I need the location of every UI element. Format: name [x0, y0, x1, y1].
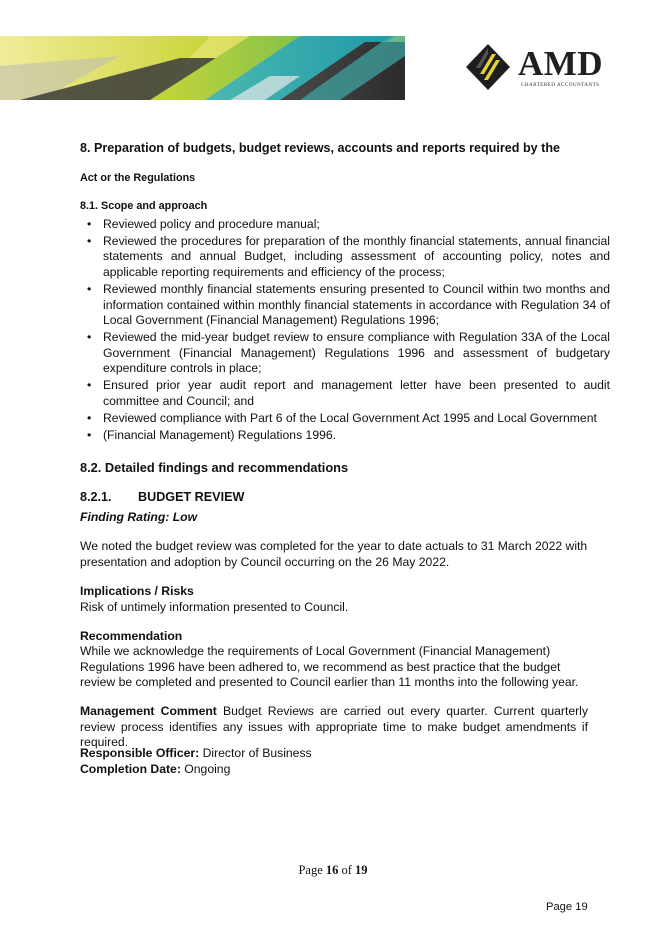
list-item: • Reviewed monthly financial statements ensuring presented to Council within two months and information contained within monthly financial statements in accordance with Regulation 34 of Local Government (Financial Management) Regulations 1996; — [87, 281, 610, 328]
section-heading-continued: Act or the Regulations — [80, 172, 196, 184]
completion-value: Ongoing — [180, 762, 231, 776]
management-text: Budget Reviews are carried out every quarter. Current quarterly review process identifies any issues with appropriate time to make budget amendments if required. — [80, 704, 588, 750]
logo-wordmark: AMD — [518, 44, 604, 83]
findings-heading: 8.2. Detailed findings and recommendations — [80, 460, 349, 475]
list-item: • (Financial Management) Regulations 1996. — [87, 427, 337, 442]
recommendation-text: While we acknowledge the requirements of Local Government (Financial Management) Regulations 1996 have been adhered to, we recommend as best practice that the budget review be completed and presented to Council earlier than 11 months into the following year. — [80, 644, 579, 690]
logo-tagline: CHARTERED ACCOUNTANTS — [521, 82, 600, 88]
list-item: • Reviewed the procedures for preparation of the monthly financial statements, annual financial statements and annual Budget, including assessment of accounting policy, notes and applicable reporting requirements and efficiency of the process; — [87, 233, 610, 280]
scope-heading: 8.1. Scope and approach — [80, 200, 208, 212]
amd-logo-icon — [466, 44, 510, 90]
finding-title-text: BUDGET REVIEW — [138, 490, 245, 504]
list-item: • Reviewed policy and procedure manual; — [87, 217, 320, 231]
list-item: • Reviewed the mid-year budget review to ensure compliance with Regulation 33A of the Local Government (Financial Management) Regulations 1996 and assessment of budgetary expenditure controls in place; — [87, 330, 610, 376]
banner-graphic — [0, 36, 405, 100]
header-banner — [0, 36, 405, 100]
completion-label: Completion Date: — [80, 762, 181, 776]
finding-text: We noted the budget review was completed for the year to date actuals to 31 March 2022 with presentation and adoption by Council occurring on the 26 May 2022. — [80, 539, 588, 569]
page-number: Page 16 of 19 — [298, 863, 368, 877]
officer-value: Director of Business — [199, 746, 312, 760]
implications-heading: Implications / Risks — [80, 584, 194, 598]
recommendation-heading: Recommendation — [80, 629, 183, 643]
management-comment — [80, 704, 588, 751]
implications-text: Risk of untimely information presented to Council. — [80, 600, 349, 614]
finding-rating: Finding Rating: Low — [80, 510, 198, 524]
completion-date — [80, 762, 590, 778]
finding-title — [80, 490, 590, 506]
scope-list — [80, 217, 610, 444]
officer-label: Responsible Officer: — [80, 746, 200, 760]
finding-number: 8.2.1. — [80, 490, 112, 504]
list-item: • Reviewed compliance with Part 6 of the Local Government Act 1995 and Local Government — [87, 410, 597, 425]
list-item: • Ensured prior year audit report and management letter have been presented to audit committee and Council; and — [87, 378, 610, 408]
amd-logo — [466, 44, 611, 92]
section-heading: 8. Preparation of budgets, budget reviews, accounts and reports required by the — [80, 141, 561, 155]
page-label-right: Page 19 — [546, 901, 588, 913]
responsible-officer — [80, 746, 590, 762]
management-label: Management Comment — [80, 704, 217, 718]
